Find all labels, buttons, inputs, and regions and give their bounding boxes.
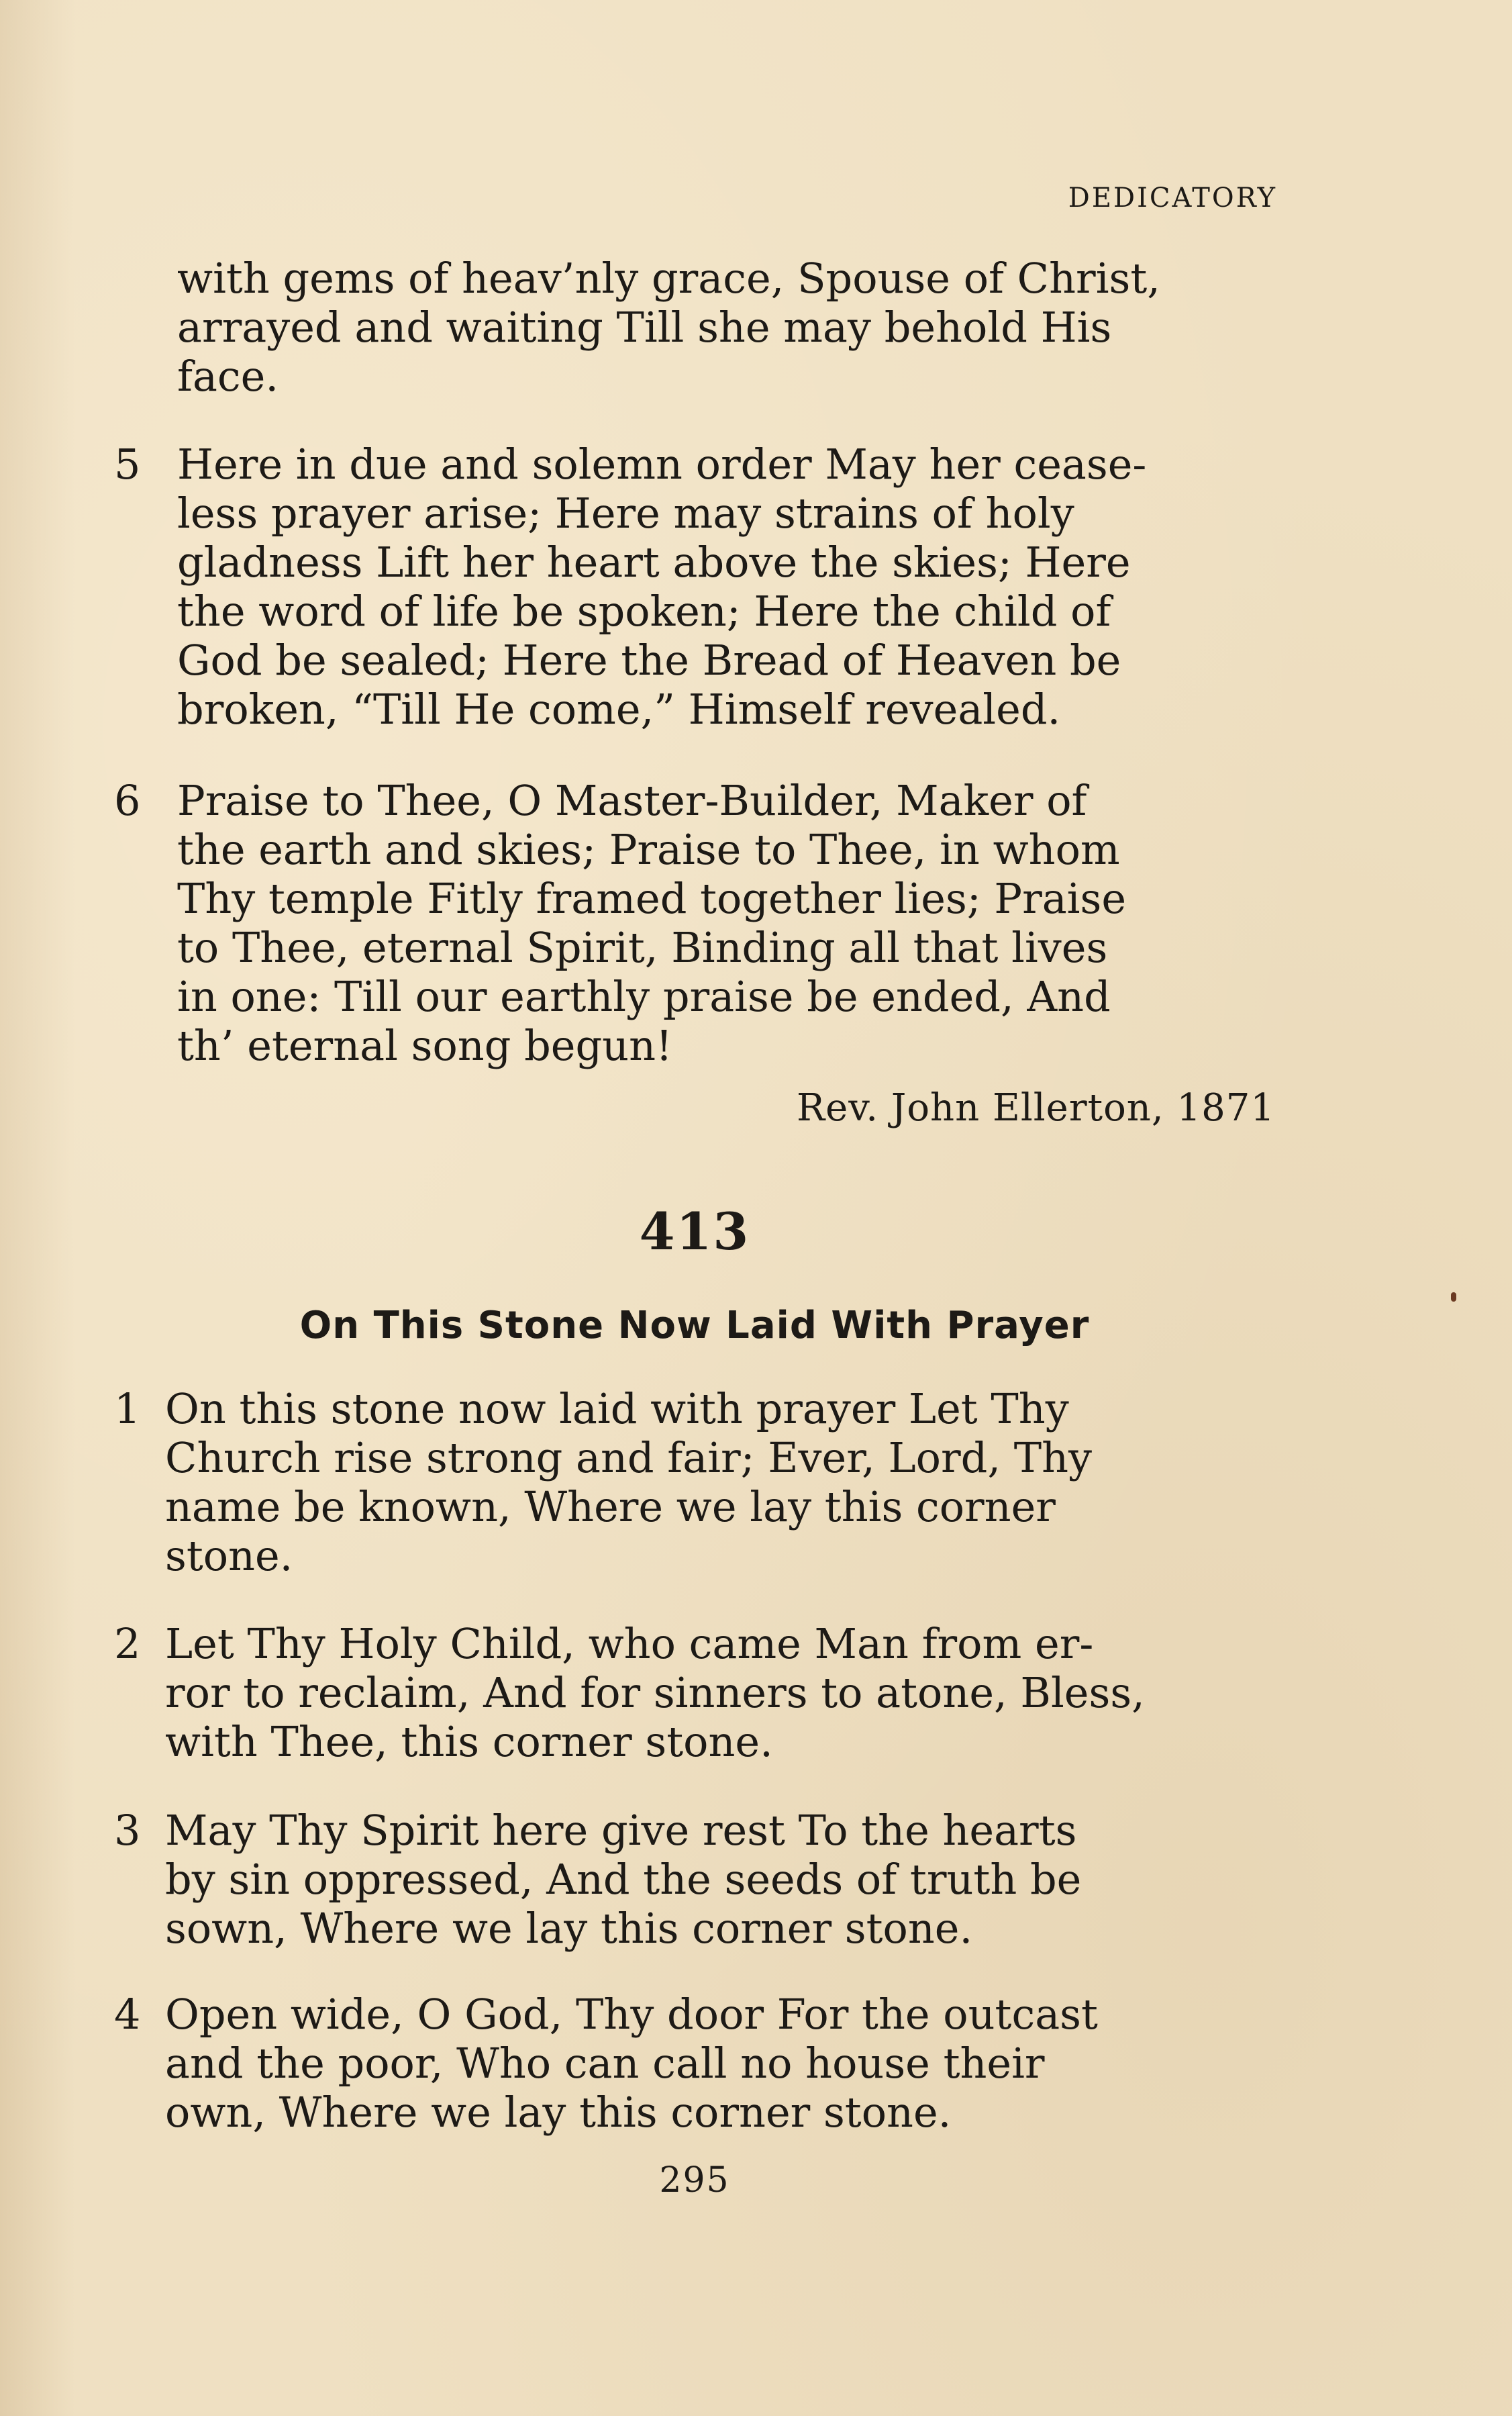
stanza-line: On this stone now laid with prayer Let Thy [165, 1384, 1069, 1433]
stanza-line: own, Where we lay this corner stone. [165, 2088, 952, 2137]
stanza-block [114, 1990, 1275, 2137]
stanza-line: Open wide, O God, Thy door For the outcast [165, 1990, 1098, 2039]
stanza-line: Thy temple Fitly framed together lies; Praise [177, 874, 1127, 923]
stanza-continuation [114, 254, 1275, 401]
hymn-title: On This Stone Now Laid With Prayer [299, 1304, 1090, 1347]
stanza-line: less prayer arise; Here may strains of holy [177, 489, 1074, 538]
stanza-6 [114, 776, 1275, 1070]
stanza-line: the word of life be spoken; Here the child of [177, 587, 1111, 636]
stanza-block [114, 1806, 1275, 1953]
running-head: DEDICATORY [1068, 183, 1277, 213]
stanza-4 [114, 1990, 1275, 2137]
stanza-number: 5 [114, 440, 141, 489]
stanza-number: 1 [114, 1384, 141, 1433]
stanza-line: by sin oppressed, And the seeds of truth be [165, 1855, 1082, 1904]
stanza-3 [114, 1806, 1275, 1953]
stanza-block [114, 440, 1275, 734]
stanza-line: broken, “Till He come,” Himself revealed. [177, 685, 1061, 734]
stanza-block [114, 1384, 1275, 1580]
stanza-1 [114, 1384, 1275, 1580]
continuation-stanza [114, 254, 1275, 401]
stanza-number: 6 [114, 776, 141, 825]
stanza-line: th’ eternal song begun! [177, 1021, 672, 1070]
author-attribution: Rev. John Ellerton, 1871 [796, 1086, 1275, 1130]
stanza-line: gladness Lift her heart above the skies; Here [177, 538, 1131, 587]
stanza-line: Praise to Thee, O Master-Builder, Maker of [177, 776, 1087, 825]
ink-speck [1451, 1292, 1456, 1302]
stanza-line: arrayed and waiting Till she may behold His [177, 303, 1112, 352]
stanza-line: in one: Till our earthly praise be ended, And [177, 972, 1111, 1021]
stanza-number: 2 [114, 1619, 141, 1668]
stanza-line: stone. [165, 1531, 293, 1580]
stanza-line: Let Thy Holy Child, who came Man from er- [165, 1619, 1094, 1668]
stanza-line: ror to reclaim, And for sinners to atone, Bless, [165, 1668, 1145, 1717]
stanza-line: May Thy Spirit here give rest To the hearts [165, 1806, 1077, 1855]
stanza-line: and the poor, Who can call no house their [165, 2039, 1045, 2088]
stanza-line: sown, Where we lay this corner stone. [165, 1904, 973, 1953]
stanza-line: Church rise strong and fair; Ever, Lord, Thy [165, 1433, 1093, 1482]
stanza-line: with gems of heav’nly grace, Spouse of Christ, [177, 254, 1160, 303]
stanza-line: to Thee, eternal Spirit, Binding all that lives [177, 923, 1108, 972]
stanza-line: with Thee, this corner stone. [165, 1717, 773, 1766]
hymn-number: 413 [639, 1202, 750, 1261]
stanza-2 [114, 1619, 1275, 1766]
stanza-line: face. [177, 352, 279, 401]
stanza-line: Here in due and solemn order May her cease- [177, 440, 1147, 489]
stanza-5 [114, 440, 1275, 734]
stanza-block [114, 1619, 1275, 1766]
page-number: 295 [659, 2160, 730, 2201]
stanza-number: 4 [114, 1990, 141, 2039]
stanza-line: name be known, Where we lay this corner [165, 1482, 1056, 1531]
stanza-line: the earth and skies; Praise to Thee, in whom [177, 825, 1120, 874]
stanza-line: God be sealed; Here the Bread of Heaven be [177, 636, 1121, 685]
stanza-block [114, 776, 1275, 1070]
stanza-number: 3 [114, 1806, 141, 1855]
